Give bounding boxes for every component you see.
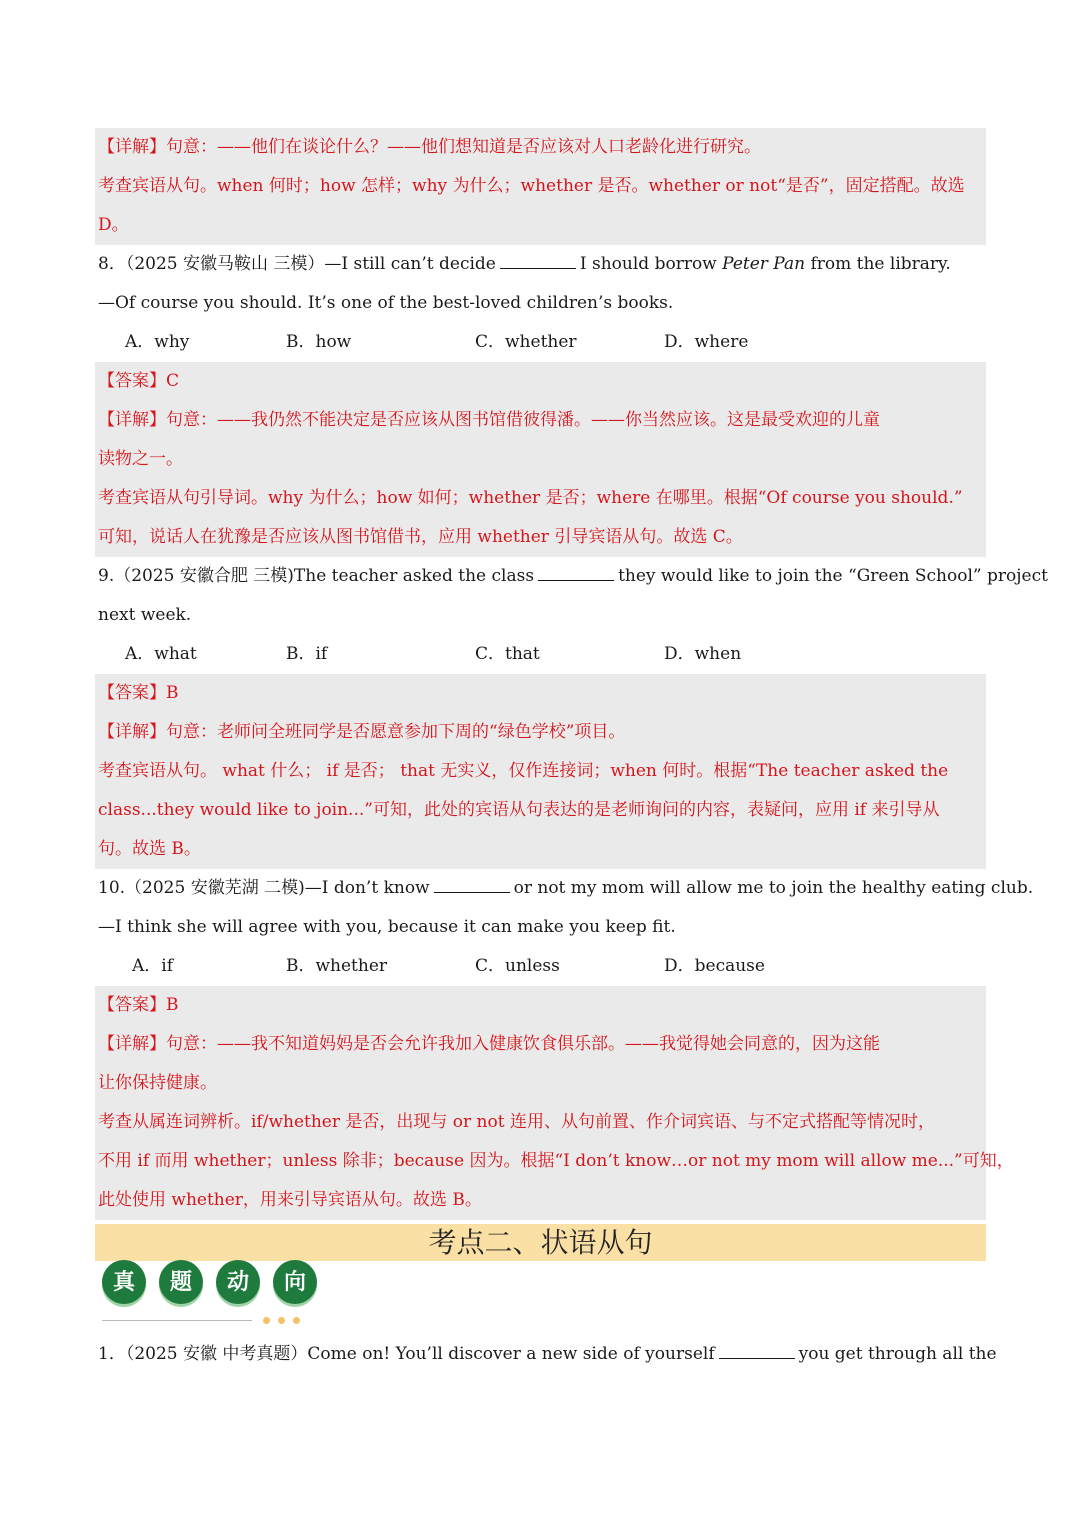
q9-analysis-line-2: class...they would like to join...”可知，此处的宾语从句表达的是老师询问的内容，表疑问，应用 if 来引导从 [98,800,940,820]
q10-explain-line-2: 让你保持健康。 [98,1073,217,1093]
q7-analysis-line-1: 考查宾语从句。when 何时；how 怎样；why 为什么；whether 是否。whether or not“是否”，固定搭配。故选 [98,176,965,196]
q7-explain: 【详解】句意：——他们在谈论什么？——他们想知道是否应该对人口老龄化进行研究。 [98,137,761,157]
q9-option-d: D．when [664,644,742,664]
q8-option-b: B．how [286,332,352,352]
q10-reply: —I think she will agree with you, because it can make you keep fit. [98,917,676,937]
q9-option-a: A．what [125,644,197,664]
q8-analysis-line-2: 可知，说话人在犹豫是否应该从图书馆借书，应用 whether 引导宾语从句。故选 C。 [98,527,743,547]
q8-analysis-line-1: 考查宾语从句引导词。why 为什么；how 如何；whether 是否；where 在哪里。根据“Of course you should.” [98,488,963,508]
q9-answer: 【答案】B [98,683,179,703]
document-page [95,128,1048,1261]
q8-stem: 8．（2025 安徽马鞍山 三模）—I still can’t decide I should borrow Peter Pan from the library. [98,254,951,274]
q9-stem-line-2: next week. [98,605,192,625]
q10-analysis-line-1: 考查从属连词辨析。if/whether 是否，出现与 or not 连用、从句前置、作介词宾语、与不定式搭配等情况时， [98,1112,935,1132]
answer-blank [434,878,510,893]
q8-answer: 【答案】C [98,371,180,391]
decorative-dot [263,1317,270,1324]
q10-stem: 10.（2025 安徽芜湖 二模)—I don’t know or not my mom will allow me to join the healthy eating club. [98,878,1034,898]
q8-explain-line-2: 读物之一。 [98,449,183,469]
q10-answer-block [95,986,1014,1220]
q10-option-b: B．whether [286,956,388,976]
q8-reply: —Of course you should. It’s one of the best-loved children’s books. [98,293,674,313]
q7-analysis-line-2: D。 [98,215,129,235]
q10-option-a: A．if [132,956,174,976]
q8-answer-block [95,362,986,557]
badge-zhen: 真 [102,1260,146,1304]
q10-answer: 【答案】B [98,995,179,1015]
q1-stem: 1．（2025 安徽 中考真题）Come on! You’ll discover a new side of yourself you get through all the [98,1344,997,1364]
q9-analysis-line-1: 考查宾语从句。 what 什么； if 是否； that 无实义，仅作连接词；when 何时。根据“The teacher asked the [98,761,949,781]
q9-answer-block [95,674,986,869]
q8-option-a: A．why [125,332,190,352]
q10-options [95,947,986,986]
badge-xiang: 向 [273,1260,317,1304]
q9-option-b: B．if [286,644,328,664]
q9-option-c: C．that [475,644,540,664]
exam-trend-badges [102,1260,332,1330]
q10-explain-line-1: 【详解】句意：——我不知道妈妈是否会允许我加入健康饮食俱乐部。——我觉得她会同意的，因为这能 [98,1034,880,1054]
decorative-dot [293,1317,300,1324]
q10-analysis-line-3: 此处使用 whether，用来引导宾语从句。故选 B。 [98,1190,482,1210]
badge-ti: 题 [159,1260,203,1304]
q10-analysis-line-2: 不用 if 而用 whether；unless 除非；because 因为。根据“I don’t know…or not my mom will allow me...”可知， [98,1151,1014,1171]
answer-blank [538,566,614,581]
q7-explanation-block [95,128,986,245]
q9-stem: 9.（2025 安徽合肥 三模)The teacher asked the class they would like to join the “Green School” project [98,566,1048,586]
q10-option-c: C．unless [475,956,560,976]
q8-options [95,323,986,362]
answer-blank [500,254,576,269]
q9-explain: 【详解】句意：老师问全班同学是否愿意参加下周的“绿色学校”项目。 [98,722,626,742]
badge-dong: 动 [216,1260,260,1304]
q10-option-d: D．because [664,956,765,976]
q8-explain-line-1: 【详解】句意：——我仍然不能决定是否应该从图书馆借彼得潘。——你当然应该。这是最受欢迎的儿童 [98,410,880,430]
q8-option-d: D．where [664,332,749,352]
q8-option-c: C．whether [475,332,577,352]
divider [102,1320,252,1321]
q9-analysis-line-3: 句。故选 B。 [98,839,201,859]
answer-blank [719,1344,795,1359]
decorative-dot [278,1317,285,1324]
q9-options [95,635,986,674]
section-heading: 考点二、状语从句 [95,1224,986,1261]
